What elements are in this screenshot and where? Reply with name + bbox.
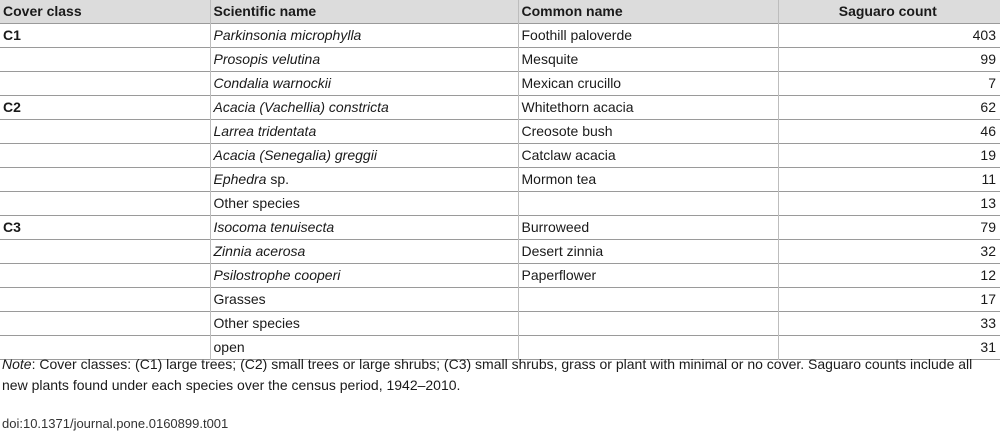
cell-saguaro-count: 19 (778, 144, 1000, 168)
cell-cover-class (0, 72, 210, 96)
cell-cover-class (0, 240, 210, 264)
cell-saguaro-count: 33 (778, 312, 1000, 336)
cell-common-name: Paperflower (518, 264, 778, 288)
table-header-row (0, 0, 1000, 24)
doi-reference: doi:10.1371/journal.pone.0160899.t001 (2, 416, 229, 431)
cell-scientific-name (210, 312, 518, 336)
cell-saguaro-count: 403 (778, 24, 1000, 48)
table-row (0, 216, 1000, 240)
cell-saguaro-count: 12 (778, 264, 1000, 288)
cell-cover-class (0, 288, 210, 312)
table-row (0, 120, 1000, 144)
header-common-name: Common name (518, 0, 778, 24)
cell-scientific-name (210, 144, 518, 168)
table-row (0, 312, 1000, 336)
cell-cover-class (0, 192, 210, 216)
scientific-name-plain: open (213, 339, 245, 355)
scientific-name-plain: Other species (213, 315, 300, 331)
cell-common-name (518, 288, 778, 312)
scientific-name-italic: Ephedra (213, 171, 267, 187)
cell-saguaro-count: 11 (778, 168, 1000, 192)
cell-scientific-name (210, 24, 518, 48)
cell-saguaro-count: 31 (778, 336, 1000, 360)
scientific-name-italic: Zinnia acerosa (213, 243, 306, 259)
cell-scientific-name (210, 240, 518, 264)
cell-saguaro-count: 79 (778, 216, 1000, 240)
note-text: : Cover classes: (C1) large trees; (C2) small trees or large shrubs; (C3) small shrubs, grass or plant with minimal or no cover. Saguaro counts include all new plants found under each species over the census period, 1942–2010. (2, 356, 973, 393)
cell-saguaro-count: 46 (778, 120, 1000, 144)
cell-cover-class (0, 144, 210, 168)
table-row (0, 192, 1000, 216)
table-row (0, 168, 1000, 192)
cell-saguaro-count: 99 (778, 48, 1000, 72)
scientific-name-plain: sp. (266, 171, 290, 187)
table-row (0, 264, 1000, 288)
cell-scientific-name (210, 48, 518, 72)
header-scientific-name: Scientific name (210, 0, 518, 24)
header-saguaro-count: Saguaro count (778, 0, 1000, 24)
table-row (0, 288, 1000, 312)
scientific-name-italic: Acacia (Vachellia) constricta (213, 99, 389, 115)
cell-cover-class (0, 120, 210, 144)
cell-scientific-name (210, 264, 518, 288)
cell-common-name: Burroweed (518, 216, 778, 240)
cell-cover-class (0, 312, 210, 336)
cell-scientific-name (210, 168, 518, 192)
cell-cover-class: C3 (3, 219, 21, 235)
cell-saguaro-count: 13 (778, 192, 1000, 216)
note-lead: Note (2, 356, 32, 372)
scientific-name-italic: Psilostrophe cooperi (213, 267, 341, 283)
table-row (0, 24, 1000, 48)
cell-saguaro-count: 32 (778, 240, 1000, 264)
cell-saguaro-count: 7 (778, 72, 1000, 96)
cell-common-name: Mesquite (518, 48, 778, 72)
cell-common-name (518, 192, 778, 216)
cell-scientific-name (210, 96, 518, 120)
cell-scientific-name (210, 288, 518, 312)
table-row (0, 96, 1000, 120)
cell-common-name: Whitethorn acacia (518, 96, 778, 120)
cell-common-name: Desert zinnia (518, 240, 778, 264)
table-row (0, 144, 1000, 168)
cell-cover-class: C1 (3, 27, 21, 43)
cell-cover-class (0, 168, 210, 192)
scientific-name-italic: Condalia warnockii (213, 75, 332, 91)
cell-common-name: Catclaw acacia (518, 144, 778, 168)
table-body (0, 24, 1000, 360)
cell-scientific-name (210, 216, 518, 240)
cell-scientific-name (210, 120, 518, 144)
scientific-name-italic: Parkinsonia microphylla (213, 27, 362, 43)
header-cover-class: Cover class (0, 0, 210, 24)
cell-common-name: Mormon tea (518, 168, 778, 192)
table-row (0, 72, 1000, 96)
cell-scientific-name (210, 192, 518, 216)
table-note (2, 354, 998, 396)
cell-cover-class (0, 48, 210, 72)
scientific-name-italic: Larrea tridentata (213, 123, 317, 139)
scientific-name-italic: Acacia (Senegalia) greggii (213, 147, 377, 163)
scientific-name-italic: Prosopis velutina (213, 51, 321, 67)
table-row (0, 240, 1000, 264)
cell-scientific-name (210, 72, 518, 96)
cell-saguaro-count: 17 (778, 288, 1000, 312)
scientific-name-plain: Other species (213, 195, 300, 211)
cell-common-name: Mexican crucillo (518, 72, 778, 96)
cell-cover-class: C2 (3, 99, 21, 115)
cell-common-name (518, 312, 778, 336)
scientific-name-italic: Isocoma tenuisecta (213, 219, 335, 235)
cell-saguaro-count: 62 (778, 96, 1000, 120)
scientific-name-plain: Grasses (213, 291, 266, 307)
cell-cover-class (0, 264, 210, 288)
table-row (0, 48, 1000, 72)
cell-common-name: Creosote bush (518, 120, 778, 144)
cell-common-name: Foothill paloverde (518, 24, 778, 48)
